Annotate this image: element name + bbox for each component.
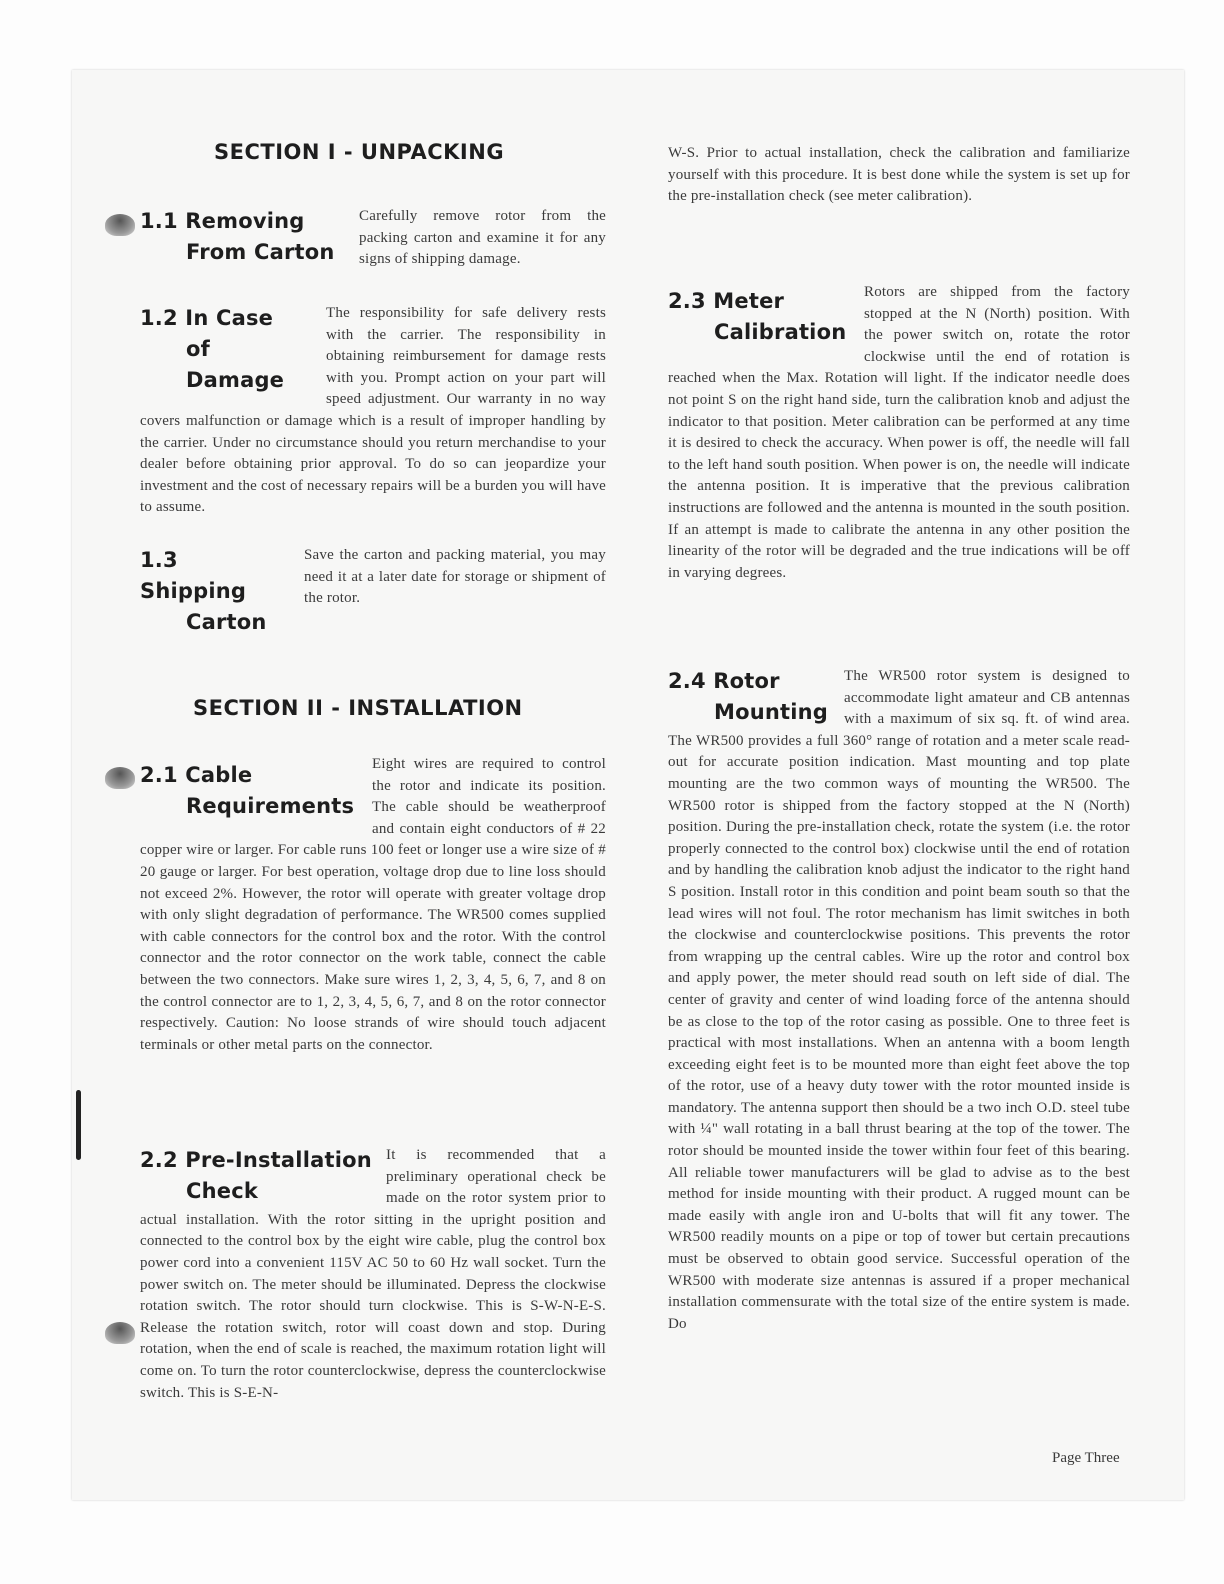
punch-hole-icon (105, 1322, 135, 1344)
section-1-2 (140, 303, 606, 519)
section-2-2-heading: 2.2 Pre-Installation Check (140, 1148, 372, 1203)
section-2-1-text: Eight wires are required to control the rotor and indicate its position. The cable should be weatherproof and contain eight conductors of # 22 copper wire or larger. For cable runs 100 feet or longer use a wire size of # 20 gauge or larger. For best operation, voltage drop due to line loss should not exceed 2%. However, the rotor will operate with greater voltage drop with only slight degradation of performance. The WR500 comes supplied with cable connectors for the control box and the rotor. With the control connector and the rotor connector on the work table, connect the cable between the two connectors. Make sure wires 1, 2, 3, 4, 5, 6, 7, and 8 on the control connector are to 1, 2, 3, 4, 5, 6, 7, and 8 on the rotor connector respectively. Caution: No loose strands of wire should touch adjacent terminals or other metal parts on the connector. (140, 756, 606, 1053)
section-1-title: SECTION I - UNPACKING (214, 140, 505, 164)
section-2-2-text: It is recommended that a preliminary operational check be made on the rotor system prior to actual installation. With the rotor sitting in the upright position and connected to the control box by the eight wire cable, plug the control box power cord into a convenient 115V AC 50 to 60 Hz wall socket. Turn the power switch on. The meter should be illuminated. Depress the clockwise rotation switch. The rotor should turn clockwise. This is S-W-N-E-S. Release the rotation switch, rotor will coast down and stop. During rotation, when the end of scale is reached, the maximum rotation light will come on. To turn the rotor counterclockwise, depress the counterclockwise switch. This is S-E-N- (140, 1147, 606, 1401)
section-1-1-text: Carefully remove rotor from the packing carton and examine it for any signs of shipping damage. (359, 208, 606, 268)
section-2-4-heading: 2.4 Rotor Mounting (668, 669, 829, 724)
section-2-3-heading: 2.3 Meter Calibration (668, 289, 847, 344)
section-2-3 (668, 282, 1130, 584)
section-1-1-heading: 1.1 Removing From Carton (140, 209, 335, 264)
page-number: Page Three (1052, 1450, 1120, 1466)
section-2-2-continued: W-S. Prior to actual installation, check the calibration and familiarize yourself with this procedure. It is best done while the system is set up for the pre-installation check (see meter calibration). (668, 145, 1130, 205)
section-2-4-text: The WR500 rotor system is designed to accommodate light amateur and CB antennas with a maximum of six sq. ft. of wind area. The WR500 provides a full 360° range of rotation and a meter scale read-out for accurate position indication. Mast mounting and top plate mounting are the two common ways of mounting the WR500. The WR500 rotor is shipped from the factory stopped at the N (North) position. During the pre-installation check, rotate the system (i.e. the rotor properly connected to the control box) clockwise until the end of rotation and by handling the calibration knob adjust the indicator to the right hand S position. Install rotor in this condition and point beam south so that the lead wires will not foul. The rotor mechanism has limit switches in both the clockwise and counterclockwise positions. This prevents the rotor from wrapping up the central cables. Wire up the rotor and control box and apply power, the meter should read south on left side of dial. The center of gravity and center of wind loading force of the antenna should be as close to the top of the rotor casing as possible. One to three feet is practical with most installations. When an antenna with a boom length exceeding eight feet is to be mounted more than eight feet above the top of the rotor, use of a heavy duty tower with the rotor mounted inside is mandatory. The antenna support then should be a two inch O.D. steel tube with ¼" wall rotating in a ball thrust bearing at the top of the tower. The rotor should be mounted inside the tower within four feet of this bearing. All reliable tower manufacturers will be glad to advise as to the best method for inside mounting with their product. A rugged mount can be made easily with angle iron and U-bolts that will fit any tower. The WR500 readily mounts on a pipe or top of tower but certain precautions must be observed to obtain good service. Successful operation of the WR500 with moderate size antennas is assured if a proper mechanical installation commensurate with the total size of the entire system is made. Do (668, 668, 1130, 1332)
section-2-2 (140, 1145, 606, 1404)
section-2-1-heading: 2.1 Cable Requirements (140, 763, 355, 818)
section-1-3-heading: 1.3 Shipping Carton (140, 548, 267, 634)
section-2-3-text: Rotors are shipped from the factory stopped at the N (North) position. With the power switch on, rotate the rotor clockwise until the end of rotation is reached when the Max. Rotation will light. If the indicator needle does not point S on the right hand side, turn the calibration knob and adjust the indicator to that position. Meter calibration can be performed at any time it is desired to check the accuracy. When power is off, the needle will fall to the left hand south position. When power is on, the needle will indicate the antenna position. It is imperative that the previous calibration instructions are followed and the antenna is mounted in the south position. If an attempt is made to calibrate the antenna in any other position the linearity of the rotor will be degraded and the true indications will be off in varying degrees. (668, 284, 1130, 581)
section-2-4 (668, 666, 1130, 1335)
binding-mark (76, 1090, 81, 1160)
punch-hole-icon (105, 214, 135, 236)
section-1-2-heading: 1.2 In Case of Damage (140, 306, 285, 392)
section-1-1 (140, 206, 606, 271)
section-1-3 (140, 545, 606, 638)
punch-hole-icon (105, 767, 135, 789)
section-1-3-text: Save the carton and packing material, you may need it at a later date for storage or shipment of the rotor. (304, 547, 606, 607)
section-2-1 (140, 754, 606, 1056)
section-2-title: SECTION II - INSTALLATION (193, 696, 523, 720)
section-1-2-text: The responsibility for safe delivery rests with the carrier. The responsibility in obtaining reimbursement for damage rests with you. Prompt action on your part will speed adjustment. Our warranty in no way covers malfunction or damage which is a result of improper handling by the carrier. Under no circumstance should you return merchandise to your dealer before obtaining prior approval. To do so can jeopardize your investment and the cost of necessary repairs will be a burden you will have to assume. (140, 305, 606, 516)
